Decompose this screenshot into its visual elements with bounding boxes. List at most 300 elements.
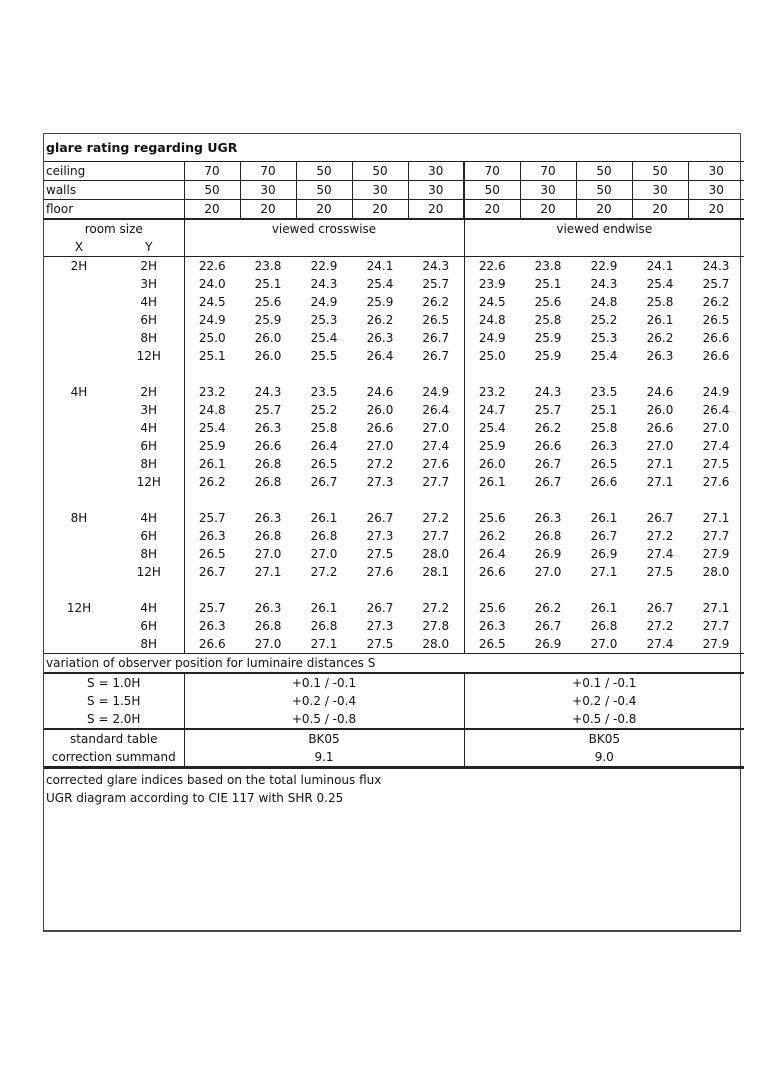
x-value <box>44 401 114 419</box>
variation-row <box>44 673 744 692</box>
ugr-crosswise-value: 28.0 <box>422 637 450 651</box>
ugr-endwise-value: 26.7 <box>534 457 562 471</box>
gap-cell <box>184 365 464 383</box>
ugr-endwise-value: 27.1 <box>646 457 674 471</box>
ugr-crosswise-value: 27.5 <box>366 637 394 651</box>
ugr-crosswise-value: 25.9 <box>366 295 394 309</box>
standard-table-label: standard table <box>44 729 184 748</box>
ugr-endwise-value: 26.9 <box>590 547 618 561</box>
ugr-crosswise-value: 27.1 <box>310 637 338 651</box>
ugr-endwise-value: 26.1 <box>464 473 520 491</box>
gap-cell <box>464 365 744 383</box>
ugr-endwise-value: 26.8 <box>590 619 618 633</box>
sheet-title: glare rating regarding UGR <box>46 140 238 155</box>
ugr-crosswise-value: 24.5 <box>184 293 240 311</box>
ugr-crosswise-value: 26.2 <box>366 313 394 327</box>
ugr-endwise-value: 25.7 <box>534 403 562 417</box>
ceiling-value: 50 <box>576 162 632 181</box>
y-value: 2H <box>140 259 158 273</box>
ugr-crosswise-value: 24.3 <box>310 277 338 291</box>
ugr-crosswise-value: 26.3 <box>254 421 282 435</box>
ugr-crosswise-value: 26.8 <box>310 529 338 543</box>
ugr-crosswise-value: 27.4 <box>422 439 450 453</box>
ugr-endwise-value: 26.6 <box>702 349 730 363</box>
ugr-crosswise-value: 25.4 <box>310 331 338 345</box>
ugr-crosswise-value: 25.9 <box>184 437 240 455</box>
ugr-endwise-value: 26.3 <box>534 511 562 525</box>
ugr-crosswise-value: 24.3 <box>422 259 450 273</box>
ugr-crosswise-value: 27.0 <box>254 547 282 561</box>
table-row <box>44 275 744 293</box>
table-row <box>44 617 744 635</box>
ugr-endwise-value: 27.6 <box>702 475 730 489</box>
table-row <box>44 599 744 617</box>
ugr-endwise-value: 24.8 <box>590 295 618 309</box>
floor-label: floor <box>44 200 184 220</box>
ugr-endwise-value: 27.9 <box>702 547 730 561</box>
walls-value: 30 <box>352 181 408 200</box>
footer-note: corrected glare indices based on the total luminous flux <box>46 773 382 787</box>
ugr-endwise-value: 24.7 <box>464 401 520 419</box>
ugr-endwise-value: 25.6 <box>464 509 520 527</box>
title-row <box>44 134 744 162</box>
ugr-crosswise-value: 27.6 <box>422 457 450 471</box>
ugr-crosswise-value: 27.3 <box>366 529 394 543</box>
table-row <box>44 311 744 329</box>
x-value <box>44 563 114 581</box>
y-value: 4H <box>140 601 158 615</box>
table-row <box>44 329 744 347</box>
floor-value: 20 <box>520 200 576 220</box>
ceiling-value: 70 <box>240 162 296 181</box>
ugr-crosswise-value: 26.1 <box>310 601 338 615</box>
x-value <box>44 293 114 311</box>
ugr-crosswise-value: 23.8 <box>254 259 282 273</box>
ugr-endwise-value: 26.1 <box>590 511 618 525</box>
ugr-endwise-value: 25.4 <box>590 349 618 363</box>
ugr-crosswise-value: 26.6 <box>366 421 394 435</box>
table-row <box>44 473 744 491</box>
ugr-endwise-value: 27.1 <box>702 601 730 615</box>
ugr-crosswise-value: 25.7 <box>184 599 240 617</box>
ugr-crosswise-value: 27.2 <box>366 457 394 471</box>
ugr-endwise-value: 26.0 <box>646 403 674 417</box>
ugr-endwise-value: 25.4 <box>646 277 674 291</box>
y-value: 12H <box>136 565 161 579</box>
ugr-endwise-value: 26.9 <box>534 637 562 651</box>
ugr-endwise-value: 26.1 <box>646 313 674 327</box>
endwise-label: viewed endwise <box>464 219 744 238</box>
ugr-endwise-value: 24.1 <box>646 259 674 273</box>
ugr-endwise-value: 23.5 <box>590 385 618 399</box>
x-value <box>44 329 114 347</box>
ugr-crosswise-value: 23.5 <box>310 385 338 399</box>
ugr-endwise-value: 24.9 <box>702 385 730 399</box>
ugr-endwise-value: 23.8 <box>534 259 562 273</box>
x-value <box>44 473 114 491</box>
crosswise-label: viewed crosswise <box>184 219 464 238</box>
ugr-endwise-value: 24.6 <box>646 385 674 399</box>
x-value <box>44 419 114 437</box>
x-value <box>44 617 114 635</box>
ugr-crosswise-value: 26.7 <box>184 563 240 581</box>
ugr-endwise-value: 26.2 <box>702 295 730 309</box>
ugr-crosswise-value: 26.5 <box>310 457 338 471</box>
correction-crosswise: 9.1 <box>184 748 464 768</box>
floor-value: 20 <box>688 200 744 220</box>
ugr-endwise-value: 25.8 <box>646 295 674 309</box>
ugr-crosswise-value: 27.8 <box>422 619 450 633</box>
variation-crosswise: +0.2 / -0.4 <box>184 692 464 710</box>
ugr-crosswise-value: 22.9 <box>310 259 338 273</box>
variation-row <box>44 692 744 710</box>
ugr-endwise-value: 27.1 <box>702 511 730 525</box>
gap-cell <box>184 491 464 509</box>
reflectance-row-floor <box>44 200 744 220</box>
ugr-crosswise-value: 24.9 <box>422 385 450 399</box>
variation-title-row <box>44 654 744 674</box>
ceiling-value: 70 <box>520 162 576 181</box>
ugr-crosswise-value: 28.1 <box>422 565 450 579</box>
ugr-crosswise-value: 26.7 <box>366 601 394 615</box>
ugr-crosswise-value: 27.0 <box>254 637 282 651</box>
room-size-label: room size <box>44 219 184 238</box>
variation-endwise: +0.2 / -0.4 <box>464 692 744 710</box>
ugr-endwise-value: 24.5 <box>464 293 520 311</box>
y-value: 4H <box>140 295 158 309</box>
walls-value: 30 <box>408 181 464 200</box>
ugr-crosswise-value: 24.3 <box>254 385 282 399</box>
ugr-endwise-value: 25.1 <box>534 277 562 291</box>
ugr-table <box>44 134 744 769</box>
ugr-crosswise-value: 25.1 <box>254 277 282 291</box>
ugr-crosswise-value: 25.6 <box>254 295 282 309</box>
table-row <box>44 545 744 563</box>
y-value: 12H <box>136 475 161 489</box>
table-row <box>44 527 744 545</box>
x-value: 2H <box>70 259 88 273</box>
ugr-crosswise-value: 26.4 <box>310 439 338 453</box>
ugr-endwise-value: 27.9 <box>702 637 730 651</box>
reflectance-row-walls <box>44 181 744 200</box>
ugr-endwise-value: 26.4 <box>464 545 520 563</box>
header-spacer <box>464 238 744 257</box>
ugr-crosswise-value: 24.0 <box>184 275 240 293</box>
walls-value: 50 <box>296 181 352 200</box>
ugr-endwise-value: 25.1 <box>590 403 618 417</box>
ugr-crosswise-value: 26.6 <box>184 635 240 654</box>
ugr-crosswise-value: 26.4 <box>366 349 394 363</box>
ugr-crosswise-value: 26.8 <box>254 529 282 543</box>
floor-value: 20 <box>576 200 632 220</box>
ugr-crosswise-value: 27.0 <box>366 439 394 453</box>
ugr-crosswise-value: 27.7 <box>422 529 450 543</box>
ugr-endwise-value: 26.5 <box>590 457 618 471</box>
ugr-endwise-value: 25.4 <box>464 419 520 437</box>
ugr-endwise-value: 26.0 <box>464 455 520 473</box>
ugr-crosswise-value: 25.4 <box>184 419 240 437</box>
ugr-crosswise-value: 26.3 <box>254 601 282 615</box>
variation-crosswise: +0.5 / -0.8 <box>184 710 464 729</box>
x-value: 8H <box>70 511 88 525</box>
variation-endwise: +0.5 / -0.8 <box>464 710 744 729</box>
gap-cell <box>464 581 744 599</box>
floor-value: 20 <box>408 200 464 220</box>
ugr-endwise-value: 27.4 <box>646 547 674 561</box>
variation-endwise: +0.1 / -0.1 <box>464 673 744 692</box>
ugr-crosswise-value: 25.1 <box>184 347 240 365</box>
ugr-crosswise-value: 27.2 <box>310 565 338 579</box>
floor-value: 20 <box>352 200 408 220</box>
ugr-endwise-value: 27.4 <box>646 637 674 651</box>
ugr-endwise-value: 26.6 <box>590 475 618 489</box>
reflectance-row-ceiling <box>44 162 744 181</box>
table-row <box>44 455 744 473</box>
x-value <box>44 635 114 654</box>
y-value: 8H <box>140 637 158 651</box>
standard-table-endwise: BK05 <box>464 729 744 748</box>
ugr-endwise-value: 26.3 <box>590 439 618 453</box>
walls-value: 30 <box>520 181 576 200</box>
ceiling-label: ceiling <box>44 162 184 181</box>
ugr-endwise-value: 27.5 <box>702 457 730 471</box>
y-value: 8H <box>140 457 158 471</box>
ugr-endwise-value: 25.9 <box>534 331 562 345</box>
table-row <box>44 383 744 401</box>
ugr-endwise-value: 25.0 <box>464 347 520 365</box>
ugr-endwise-value: 25.9 <box>464 437 520 455</box>
x-value <box>44 545 114 563</box>
ugr-crosswise-value: 26.7 <box>366 511 394 525</box>
ugr-endwise-value: 27.5 <box>646 565 674 579</box>
ugr-crosswise-value: 27.2 <box>422 601 450 615</box>
ugr-crosswise-value: 27.0 <box>422 421 450 435</box>
header-spacer <box>184 238 464 257</box>
ugr-crosswise-value: 26.2 <box>422 295 450 309</box>
ugr-endwise-value: 27.0 <box>702 421 730 435</box>
ugr-endwise-value: 27.1 <box>646 475 674 489</box>
ugr-endwise-value: 26.6 <box>646 421 674 435</box>
ugr-endwise-value: 27.2 <box>646 619 674 633</box>
gap-cell <box>44 365 184 383</box>
ugr-crosswise-value: 24.8 <box>184 401 240 419</box>
ugr-endwise-value: 25.9 <box>534 349 562 363</box>
ugr-endwise-value: 25.2 <box>590 313 618 327</box>
ugr-crosswise-value: 27.2 <box>422 511 450 525</box>
ugr-endwise-value: 26.6 <box>464 563 520 581</box>
y-value: 4H <box>140 421 158 435</box>
ugr-endwise-value: 26.7 <box>534 475 562 489</box>
ugr-endwise-value: 26.7 <box>590 529 618 543</box>
variation-crosswise: +0.1 / -0.1 <box>184 673 464 692</box>
ugr-endwise-value: 27.0 <box>590 637 618 651</box>
ugr-crosswise-value: 27.7 <box>422 475 450 489</box>
gap-cell <box>44 581 184 599</box>
ceiling-value: 30 <box>688 162 744 181</box>
walls-value: 30 <box>688 181 744 200</box>
table-row <box>44 347 744 365</box>
ugr-crosswise-value: 24.9 <box>184 311 240 329</box>
ceiling-value: 50 <box>352 162 408 181</box>
gap-cell <box>44 491 184 509</box>
ugr-crosswise-value: 27.0 <box>310 547 338 561</box>
ugr-crosswise-value: 26.0 <box>254 331 282 345</box>
floor-value: 20 <box>296 200 352 220</box>
table-row <box>44 563 744 581</box>
ugr-endwise-value: 26.6 <box>702 331 730 345</box>
ugr-crosswise-value: 26.1 <box>310 511 338 525</box>
variation-title: variation of observer position for luminaire distances S <box>44 654 744 674</box>
ugr-endwise-value: 26.7 <box>646 601 674 615</box>
table-row <box>44 419 744 437</box>
x-value <box>44 455 114 473</box>
ugr-endwise-value: 25.3 <box>590 331 618 345</box>
ugr-crosswise-value: 25.8 <box>310 421 338 435</box>
x-label: X <box>44 238 114 257</box>
y-label: Y <box>114 238 184 257</box>
ugr-endwise-value: 27.2 <box>646 529 674 543</box>
ugr-crosswise-value: 26.8 <box>254 457 282 471</box>
ugr-crosswise-value: 26.7 <box>422 331 450 345</box>
variation-label: S = 1.0H <box>44 673 184 692</box>
ugr-endwise-value: 26.4 <box>702 403 730 417</box>
floor-value: 20 <box>184 200 240 220</box>
ugr-endwise-value: 24.3 <box>534 385 562 399</box>
y-value: 12H <box>136 349 161 363</box>
ugr-crosswise-value: 24.9 <box>310 295 338 309</box>
x-value: 4H <box>70 385 88 399</box>
ugr-crosswise-value: 26.8 <box>254 619 282 633</box>
y-value: 2H <box>140 385 158 399</box>
ugr-crosswise-value: 25.0 <box>184 329 240 347</box>
ugr-endwise-value: 25.8 <box>590 421 618 435</box>
ugr-endwise-value: 25.6 <box>464 599 520 617</box>
y-value: 3H <box>140 277 158 291</box>
ugr-crosswise-value: 26.8 <box>254 475 282 489</box>
x-value <box>44 527 114 545</box>
ugr-endwise-value: 26.2 <box>646 331 674 345</box>
ugr-endwise-value: 22.6 <box>464 257 520 276</box>
ugr-crosswise-value: 25.3 <box>310 313 338 327</box>
group-gap <box>44 491 744 509</box>
ugr-crosswise-value: 25.2 <box>310 403 338 417</box>
ugr-endwise-value: 25.6 <box>534 295 562 309</box>
ugr-endwise-value: 22.9 <box>590 259 618 273</box>
ugr-endwise-value: 24.3 <box>590 277 618 291</box>
ugr-crosswise-value: 26.8 <box>310 619 338 633</box>
ugr-endwise-value: 26.3 <box>464 617 520 635</box>
y-value: 6H <box>140 439 158 453</box>
ugr-endwise-value: 26.9 <box>534 547 562 561</box>
ugr-endwise-value: 24.3 <box>702 259 730 273</box>
ugr-endwise-value: 26.8 <box>534 529 562 543</box>
ugr-endwise-value: 24.9 <box>464 329 520 347</box>
ceiling-value: 70 <box>184 162 240 181</box>
variation-label: S = 2.0H <box>87 712 141 726</box>
ugr-crosswise-value: 25.7 <box>184 509 240 527</box>
group-gap <box>44 365 744 383</box>
ugr-endwise-value: 23.9 <box>464 275 520 293</box>
ugr-endwise-value: 27.7 <box>702 529 730 543</box>
ugr-crosswise-value: 26.3 <box>184 617 240 635</box>
ugr-crosswise-value: 27.6 <box>366 565 394 579</box>
x-value <box>44 311 114 329</box>
ugr-crosswise-value: 25.5 <box>310 349 338 363</box>
x-value <box>44 347 114 365</box>
group-gap <box>44 581 744 599</box>
ugr-crosswise-value: 24.1 <box>366 259 394 273</box>
ugr-crosswise-value: 27.1 <box>254 565 282 579</box>
ugr-crosswise-value: 26.2 <box>184 473 240 491</box>
ugr-crosswise-value: 26.5 <box>184 545 240 563</box>
x-value <box>44 275 114 293</box>
table-row <box>44 257 744 276</box>
floor-value: 20 <box>632 200 688 220</box>
ugr-endwise-value: 27.4 <box>702 439 730 453</box>
walls-label: walls <box>44 181 184 200</box>
variation-row <box>44 710 744 729</box>
ugr-endwise-value: 27.1 <box>590 565 618 579</box>
table-row <box>44 437 744 455</box>
table-row <box>44 509 744 527</box>
walls-value: 30 <box>240 181 296 200</box>
ugr-crosswise-value: 27.3 <box>366 475 394 489</box>
ugr-crosswise-value: 25.9 <box>254 313 282 327</box>
ugr-crosswise-value: 27.5 <box>366 547 394 561</box>
ceiling-value: 70 <box>464 162 520 181</box>
correction-label: correction summand <box>44 748 184 768</box>
correction-row <box>44 748 744 768</box>
walls-value: 50 <box>464 181 520 200</box>
walls-value: 30 <box>632 181 688 200</box>
x-value <box>44 437 114 455</box>
ugr-endwise-value: 26.6 <box>534 439 562 453</box>
table-row <box>44 293 744 311</box>
ceiling-value: 50 <box>632 162 688 181</box>
x-value: 12H <box>66 601 92 615</box>
ugr-endwise-value: 26.2 <box>534 421 562 435</box>
footer-note: UGR diagram according to CIE 117 with SHR 0.25 <box>46 791 344 805</box>
ugr-crosswise-value: 26.0 <box>254 349 282 363</box>
ugr-sheet <box>43 133 741 932</box>
ugr-endwise-value: 25.8 <box>534 313 562 327</box>
table-row <box>44 635 744 654</box>
ugr-crosswise-value: 26.3 <box>254 511 282 525</box>
walls-value: 50 <box>576 181 632 200</box>
ceiling-value: 30 <box>408 162 464 181</box>
y-value: 4H <box>140 511 158 525</box>
ugr-endwise-value: 28.0 <box>702 565 730 579</box>
ugr-endwise-value: 26.3 <box>646 349 674 363</box>
ugr-endwise-value: 26.1 <box>590 601 618 615</box>
ugr-crosswise-value: 23.2 <box>184 383 240 401</box>
correction-endwise: 9.0 <box>464 748 744 768</box>
variation-label: S = 1.5H <box>87 694 141 708</box>
ugr-crosswise-value: 28.0 <box>422 547 450 561</box>
ugr-crosswise-value: 26.3 <box>366 331 394 345</box>
ugr-crosswise-value: 25.7 <box>254 403 282 417</box>
ugr-endwise-value: 27.0 <box>534 565 562 579</box>
floor-value: 20 <box>464 200 520 220</box>
ugr-crosswise-value: 25.4 <box>366 277 394 291</box>
ugr-endwise-value: 27.0 <box>646 439 674 453</box>
ugr-endwise-value: 26.5 <box>702 313 730 327</box>
ugr-endwise-value: 24.8 <box>464 311 520 329</box>
ugr-crosswise-value: 22.6 <box>184 257 240 276</box>
ugr-crosswise-value: 25.7 <box>422 277 450 291</box>
y-value: 8H <box>140 331 158 345</box>
header-row-2 <box>44 238 744 257</box>
